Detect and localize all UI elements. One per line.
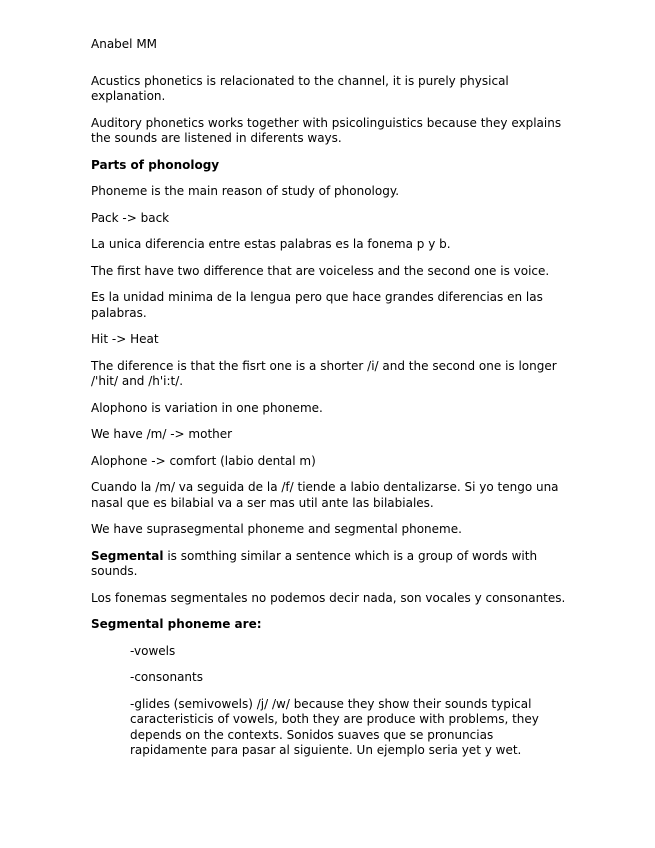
- paragraph-auditory-phonetics: Auditory phonetics works together with psicolinguistics because they explains the sounds are listened in diferents ways.: [91, 115, 562, 145]
- paragraph-alophone-comfort: Alophone -> comfort (labio dental m): [91, 453, 316, 468]
- list-item-vowels: -vowels: [130, 643, 176, 658]
- paragraph-fonemas-segmentales: Los fonemas segmentales no podemos decir nada, son vocales y consonantes.: [91, 590, 566, 605]
- heading-parts-of-phonology: [91, 158, 571, 174]
- list-item-consonants: -consonants: [130, 670, 203, 684]
- segmental-rest: is somthing similar a sentence which is a group of words with sounds.: [91, 548, 538, 578]
- paragraph-m-mother: We have /m/ -> mother: [91, 427, 233, 441]
- paragraph-unica-diferencia: La unica diferencia entre estas palabras es la fonema p y b.: [91, 237, 451, 251]
- heading-text: Segmental phoneme are:: [91, 617, 262, 631]
- paragraph-suprasegmental: We have suprasegmental phoneme and segmental phoneme.: [91, 522, 462, 536]
- paragraph-first-difference: The first have two difference that are voiceless and the second one is voice.: [91, 263, 550, 278]
- list-item-glides: -glides (semivowels) /j/ /w/ because they show their sounds typical caracteristicis of vowels, both they are produce with problems, they depends on the contexts. Sonidos suaves que se pronuncias rapidamente para pasar al siguiente. Un ejemplo seria yet y wet.: [130, 696, 539, 757]
- paragraph-acoustic-phonetics: Acustics phonetics is relacionated to the channel, it is purely physical explanation.: [91, 73, 509, 103]
- heading-text: Parts of phonology: [91, 157, 220, 172]
- paragraph-unidad-minima: Es la unidad minima de la lengua pero que hace grandes diferencias en las palabras.: [91, 290, 543, 320]
- paragraph-hit-heat: Hit -> Heat: [91, 332, 159, 346]
- paragraph-alophono: Alophono is variation in one phoneme.: [91, 400, 323, 415]
- heading-segmental-phoneme: [91, 617, 571, 633]
- paragraph-phoneme: Phoneme is the main reason of study of phonology.: [91, 184, 400, 198]
- paragraph-segmental: [91, 549, 571, 580]
- paragraph-labio-dental: Cuando la /m/ va seguida de la /f/ tiende a labio dentalizarse. Si yo tengo una nasal que es bilabial va a ser mas util ante las bilabiales.: [91, 480, 559, 510]
- document-body: [91, 37, 571, 770]
- paragraph-difference-short-long: The diference is that the fisrt one is a shorter /i/ and the second one is longer /'hit/ and /h'i:t/.: [91, 358, 557, 388]
- paragraph-pack-back: Pack -> back: [91, 210, 170, 225]
- author-name: Anabel MM: [91, 37, 158, 51]
- segmental-bold: Segmental: [91, 548, 164, 563]
